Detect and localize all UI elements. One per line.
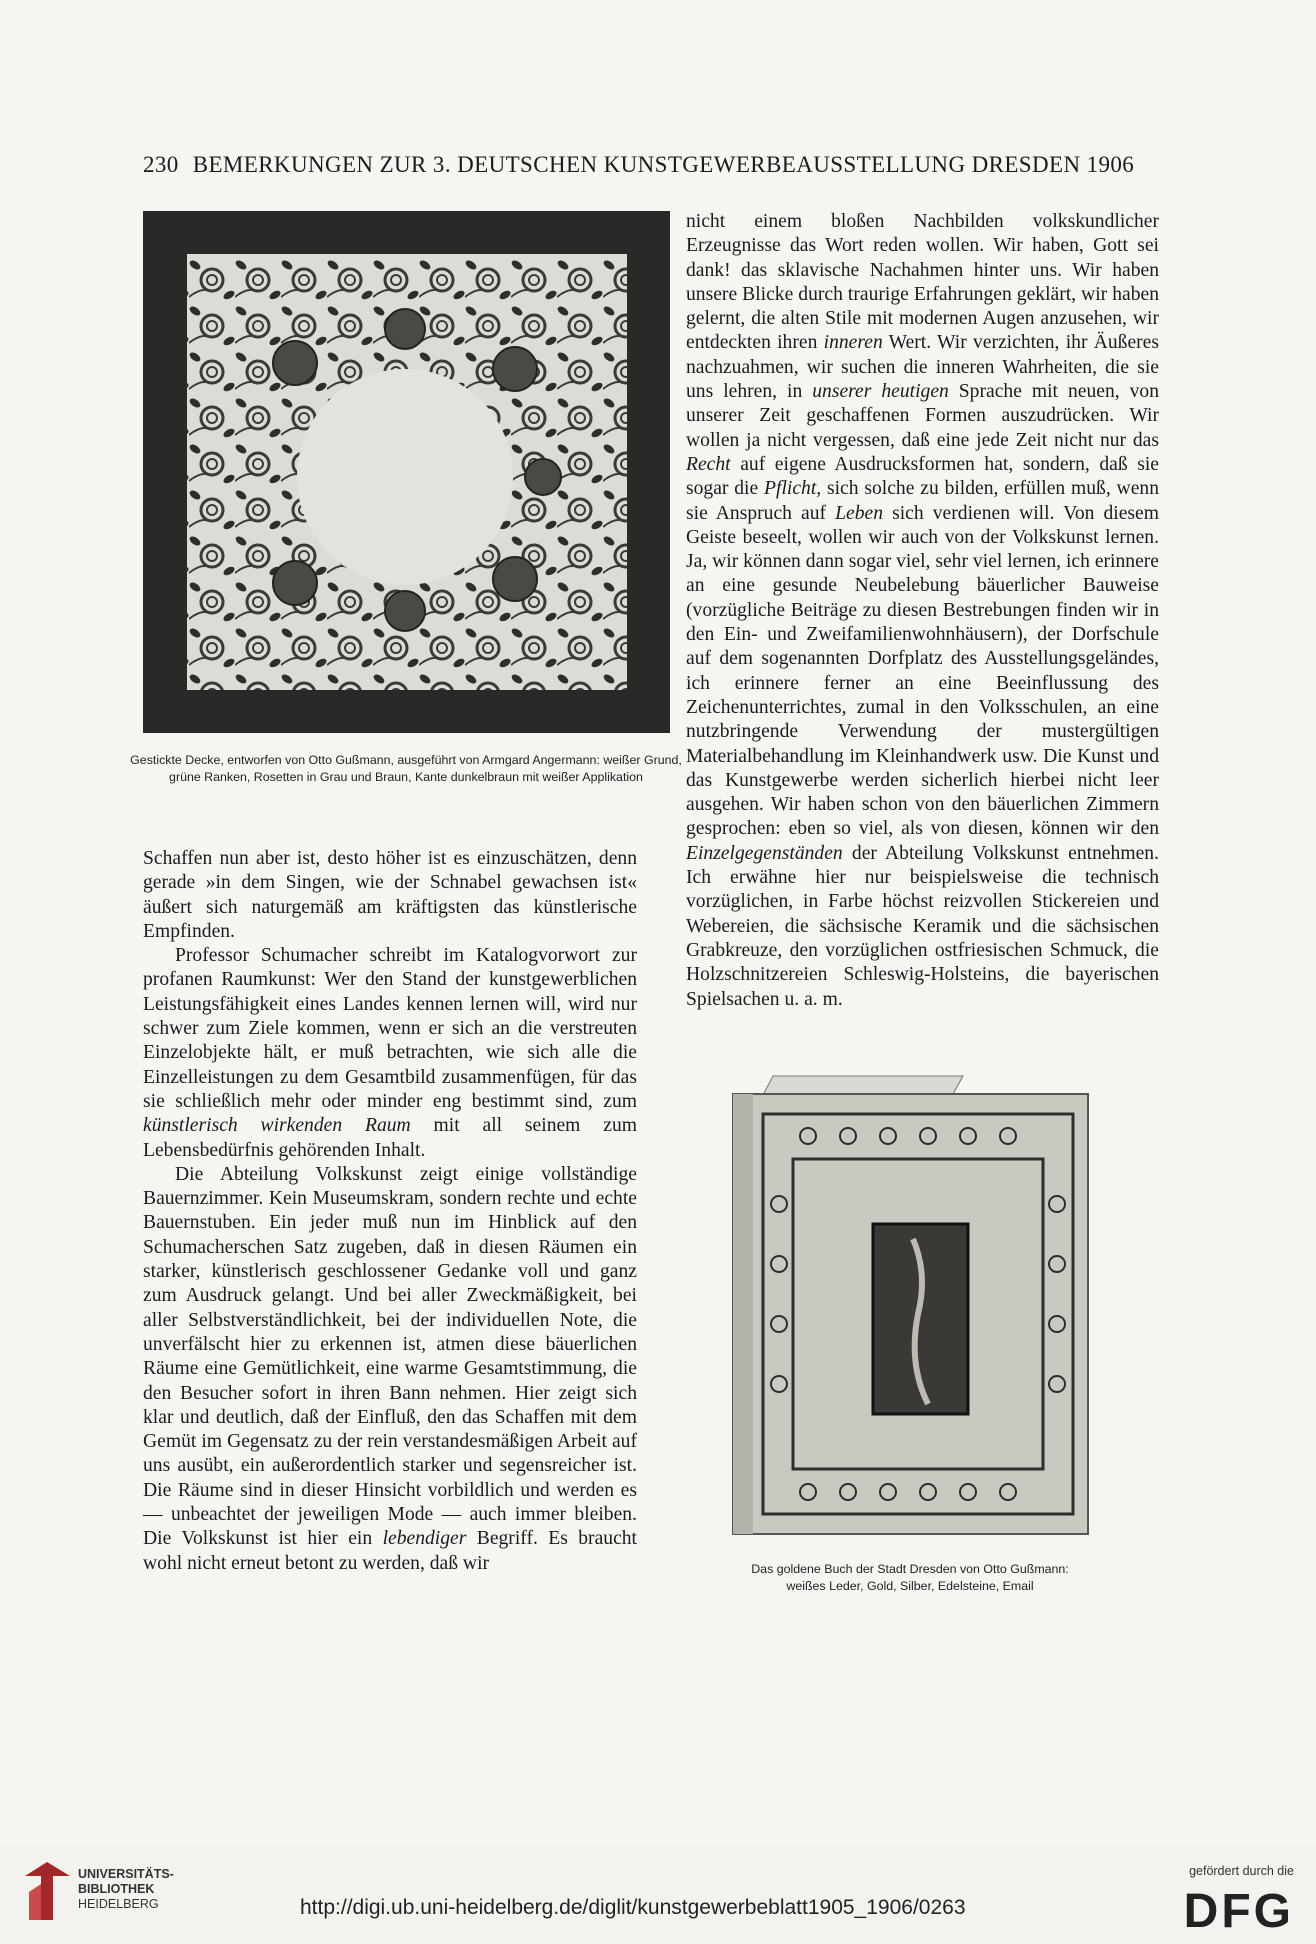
embroidery-caption: Gestickte Decke, entworfen von Otto Gußmann, ausgeführt von Armgard Angermann: weißer Grund, grüne Ranken, Rosetten in Grau und Braun, Kante dunkelbraun mit weißer Applikation: [130, 753, 682, 784]
paragraph: Schaffen nun aber ist, desto höher ist es einzuschätzen, denn gerade »in dem Singen, wie der Schnabel gewachsen ist« äußert sich naturgemäß am kräftigsten das künstlerische Empfinden.: [143, 848, 637, 942]
page-number: 230: [143, 152, 179, 177]
golden-book-image: [713, 1074, 1107, 1539]
embroidered-cloth-image: [143, 211, 670, 733]
running-header: [143, 152, 1143, 178]
left-column-text: [143, 847, 637, 1576]
dfg-logo: DFG: [1183, 1885, 1294, 1938]
right-column-text: [686, 210, 1159, 1012]
paragraph: nicht einem bloßen Nachbilden volkskundlicher Erzeugnisse das Wort reden wollen. Wir haben, Gott sei dank! das sklavische Nachahmen hinter uns. Wir haben unsere Blicke durch traurige Erfahrungen geklärt, wir haben gelernt, die alten Stile mit modernen Augen anzusehen, wir entdeckten ihren inneren Wert. Wir verzichten, ihr Äußeres nachzuahmen, wir suchen die inneren Wahrheiten, die sie uns lehren, in unserer heutigen Sprache mit neuen, von unserer Zeit geschaffenen Formen auszudrücken. Wir wollen ja nicht vergessen, daß eine jede Zeit nicht nur das Recht auf eigene Ausdrucksformen hat, sondern, daß sie sogar die Pflicht, sich solche zu bilden, erfüllen muß, wenn sie Anspruch auf Leben sich verdienen will. Von diesem Geiste beseelt, wollen wir auch von der Volkskunst lernen. Ja, wir können dann sogar viel, sehr viel lernen, ich erinnere an eine gesunde Neubelebung bäuerlicher Bauweise (vorzügliche Beiträge zu diesen Bestrebungen finden wir in den Ein- und Zweifamilienwohnhäusern), der Dorfschule auf dem sogenannten Dorfplatz des Ausstellungsgeländes, ich erinnere ferner an eine Beeinflussung des Zeichenunterrichtes, zumal in den Volksschulen, an eine nutzbringende Verwendung der mustergültigen Materialbehandlung im Kleinhandwerk usw. Die Kunst und das Kunstgewerbe werden sicherlich hierbei nicht leer ausgehen. Wir haben schon von den bäuerlichen Zimmern gesprochen: eben so viel, als von diesen, können wir den Einzelgegenständen der Abteilung Volkskunst entnehmen. Ich erwähne hier nur beispielsweise die technisch vorzüglichen, in Farbe höchst reizvollen Stickereien und Webereien, die sächsische Keramik und die sächsischen Grabkreuze, den vorzüglichen ostfriesischen Schmuck, die Holzschnitzereien Schleswig-Holsteins, die bayerischen Spielsachen u. a. m.: [686, 211, 1159, 1010]
library-name: UNIVERSITÄTS- BIBLIOTHEK HEIDELBERG: [78, 1867, 174, 1911]
paragraph: Professor Schumacher schreibt im Katalogvorwort zur profanen Raumkunst: Wer den Stand der kunstgewerblichen Leistungsfähigkeit eines Landes kennen lernen will, wird nur schwer zum Ziele kommen, wenn er sich an die verstreuten Einzelobjekte hält, er muß betrachten, wie sich alle die Einzelleistungen zu dem Gesamtbild zusammenfügen, für das sie schließlich mehr oder minder eng bestimmt sind, zum künstlerisch wirkenden Raum mit all seinem zum Lebensbedürfnis gehörenden Inhalt.: [143, 945, 637, 1161]
permalink-url[interactable]: http://digi.ub.uni-heidelberg.de/diglit/kunstgewerbeblatt1905_1906/0263: [300, 1896, 966, 1919]
book-caption: Das goldene Buch der Stadt Dresden von Otto Gußmann: weißes Leder, Gold, Silber, Edelsteine, Email: [751, 1562, 1069, 1593]
university-library-logo-icon: [25, 1862, 70, 1920]
embroidery-illustration: [143, 211, 670, 733]
golden-book-illustration: [713, 1074, 1107, 1539]
footer-bar: [0, 1844, 1316, 1944]
paragraph: Die Abteilung Volkskunst zeigt einige vollständige Bauernzimmer. Kein Museumskram, sondern rechte und echte Bauernstuben. Ein jeder muß nun im Hinblick auf den Schumacherschen Satz zugeben, daß in diesen Räumen ein starker, künstlerisch geschlossener Gedanke voll und ganz zum Ausdruck gelangt. Und bei aller Zweckmäßigkeit, bei aller Selbstverständlichkeit, bei der individuellen Note, die unverfälscht hier zu erkennen ist, atmen diese bäuerlichen Räume eine Gemütlichkeit, eine warme Gesamtstimmung, die den Besucher sofort in ihren Bann nehmen. Hier zeigt sich klar und deutlich, daß der Einfluß, den das Schaffen mit dem Gemüt im Gegensatz zu der rein verstandesmäßigen Arbeit auf uns ausübt, ein außerordentlich starker und segensreicher ist. Die Räume sind in dieser Hinsicht vorbildlich und werden es — unbeachtet der jeweiligen Mode — auch immer bleiben. Die Volkskunst ist hier ein lebendiger Begriff. Es braucht wohl nicht erneut betont zu werden, daß wir: [143, 1163, 638, 1574]
funding-note: gefördert durch die: [1189, 1864, 1294, 1878]
running-title: BEMERKUNGEN ZUR 3. DEUTSCHEN KUNSTGEWERBEAUSSTELLUNG DRESDEN 1906: [192, 152, 1135, 177]
